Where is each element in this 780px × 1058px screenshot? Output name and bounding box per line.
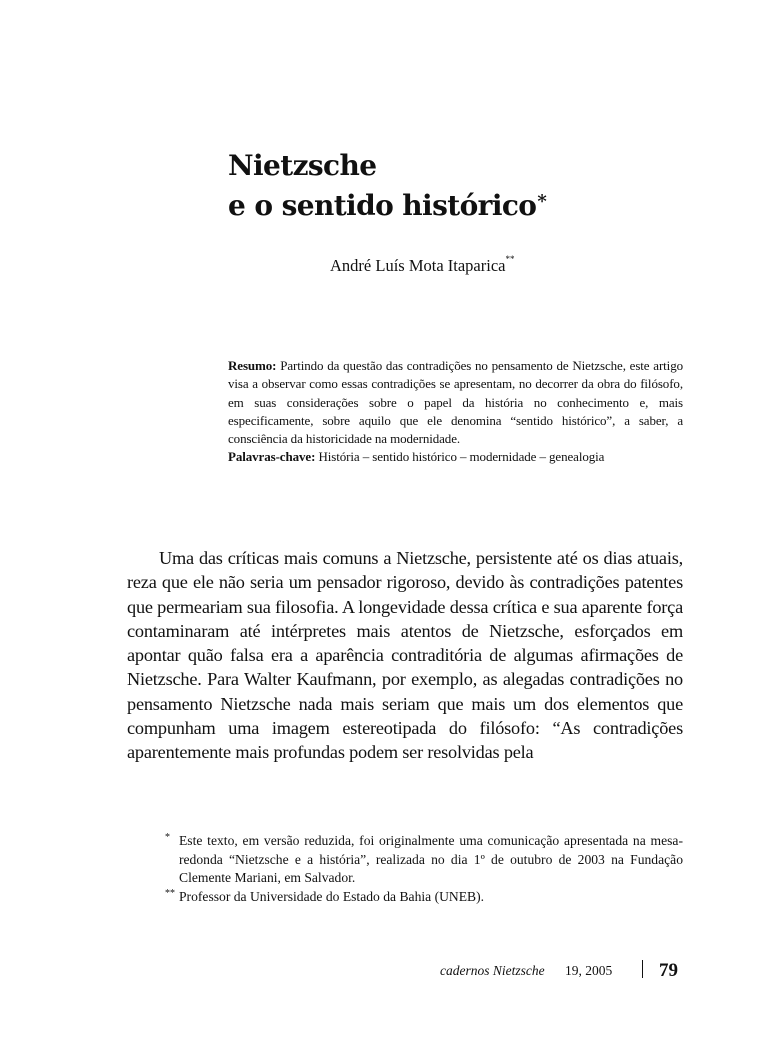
- abstract: [228, 357, 683, 467]
- abstract-label: Resumo:: [228, 358, 277, 373]
- footnote-1-marker: *: [165, 832, 170, 843]
- article-title: [228, 146, 546, 226]
- abstract-paragraph: [228, 357, 683, 448]
- journal-issue: 19, 2005: [565, 963, 613, 978]
- footer-divider: [642, 960, 643, 978]
- keywords-label: Palavras-chave:: [228, 449, 316, 465]
- footnote-2-text: Professor da Universidade do Estado da Bahia (UNEB).: [179, 888, 485, 904]
- author-name: André Luís Mota Itaparica: [330, 256, 506, 275]
- abstract-text: Partindo da questão das contradições no pensamento de Nietzsche, este artigo visa a observar como essas contradições se apresentam, no decorrer da obra do filósofo, em suas considerações sobre o papel da história no conhecimento e, mais especificamente, sobre aquilo que ele denomina “sentido histórico”, a saber, a consciência da historicidade na modernidade.: [228, 358, 683, 447]
- title-footnote-marker: *: [537, 191, 547, 212]
- footnote-2: [165, 888, 683, 907]
- footnote-1-text: Este texto, em versão reduzida, foi originalmente uma comunicação apresentada na mesa-redonda “Nietzsche e a história”, realizada no dia 1º de outubro de 2003 na Fundação Clemente Mariani, em Salvador.: [179, 833, 683, 886]
- title-line-1: Nietzsche: [228, 149, 377, 182]
- keywords-paragraph: [228, 448, 683, 466]
- journal-name: cadernos Nietzsche: [440, 963, 545, 978]
- keywords-text: História – sentido histórico – modernidade – genealogia: [318, 449, 605, 465]
- title-line-2-text: e o sentido histórico: [228, 189, 537, 222]
- footnote-2-marker: **: [165, 887, 175, 899]
- page-footer: [420, 960, 680, 990]
- body-paragraph: Uma das críticas mais comuns a Nietzsche, persistente até os dias atuais, reza que ele não seria um pensador rigoroso, devido às contradições patentes que permeariam sua filosofia. A longevidade dessa crítica e sua aparente força contaminaram até intérpretes mais atentos de Nietzsche, esforçados em apontar quão falsa era a aparência contraditória de algumas afirmações de Nietzsche. Para Walter Kaufmann, por exemplo, as alegadas contradições no pensamento Nietzsche nada mais seriam que mais um dos elementos que compunham uma imagem estereotipada do filósofo: “As contradições aparentemente mais profundas podem ser resolvidas pela: [127, 548, 683, 763]
- footnote-1: [165, 832, 683, 888]
- author-byline: [330, 256, 514, 276]
- page-number: 79: [659, 960, 678, 981]
- author-footnote-marker: **: [505, 254, 515, 264]
- footnotes: [165, 832, 683, 906]
- title-line-2: [228, 186, 546, 226]
